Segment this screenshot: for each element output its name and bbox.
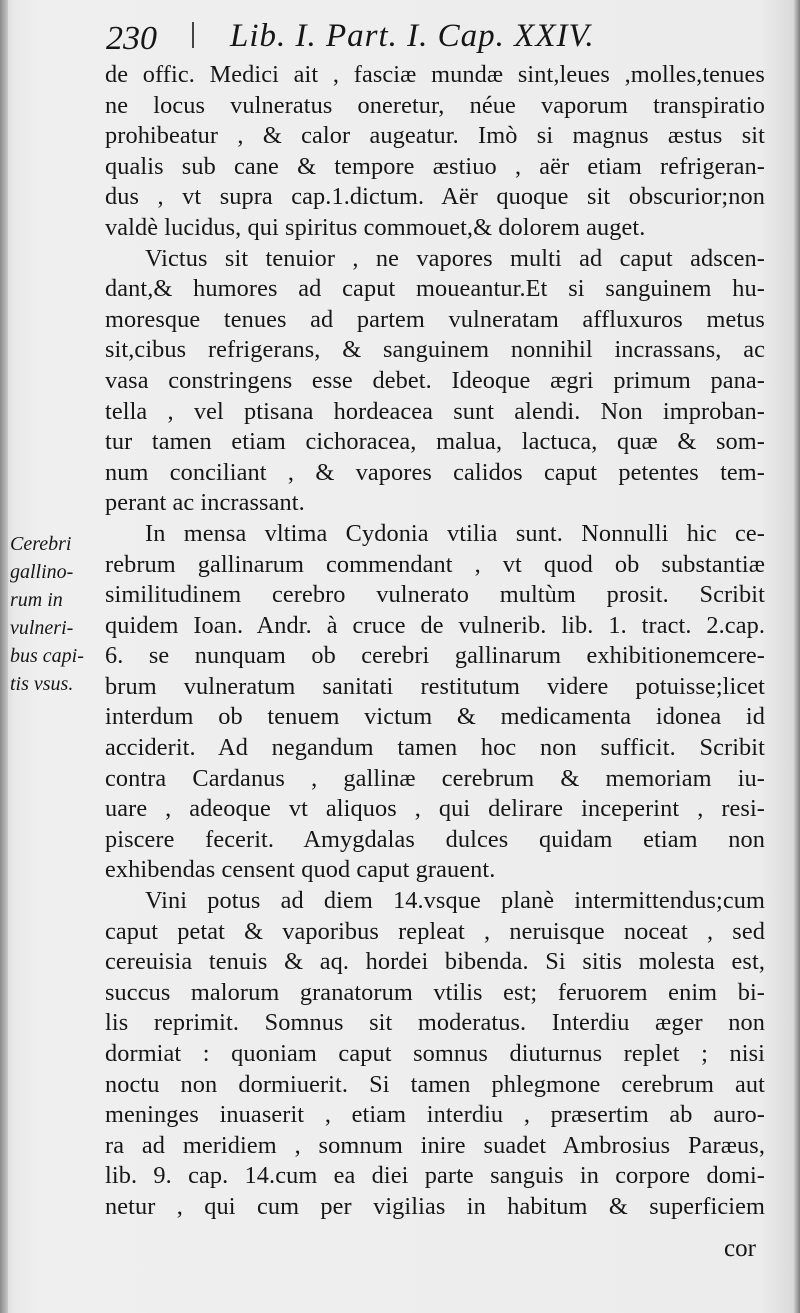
text-line: uare , adeoque vt aliquos , qui delirare inceperint , resi- [105,795,765,823]
text-line: qualis sub cane & tempore æstiuo , aër etiam refrigeran- [105,152,765,180]
text-line: acciderit. Ad negandum tamen hoc non sufficit. Scribit [105,734,765,762]
text-line: 6. se nunquam ob cerebri gallinarum exhibitionemcere- [105,642,765,670]
catchword: cor [724,1235,756,1262]
text-line: ra ad meridiem , somnum inire suadet Ambrosius Paræus, [105,1131,765,1159]
page-number: 230 [106,20,157,57]
page-header [100,16,770,60]
text-line: tella , vel ptisana hordeacea sunt alendi. Non improban- [105,397,765,425]
text-line: dormiat : quoniam caput somnus diuturnus replet ; nisi [105,1040,765,1067]
margin-note-line: gallino- [10,561,74,583]
margin-note-line: tis vsus. [10,673,74,695]
page-gutter-shadow [0,0,8,1313]
text-line: similitudinem cerebro vulnerato multùm prosit. Scribit [105,581,765,609]
text-line: dus , vt supra cap.1.dictum. Aër quoque sit obscurior;non [105,183,765,211]
margin-note-line: bus capi- [10,645,84,667]
body-text [105,60,765,1223]
text-line: moresque tenues ad partem vulneratam affluxuros metus [105,305,765,333]
text-line: Vini potus ad diem 14.vsque planè intermittendus;cum [145,887,765,915]
margin-note-line: Cerebri [10,533,72,555]
text-line: tur tamen etiam cichoracea, malua, lactuca, quæ & som- [105,428,765,456]
running-head: Lib. I. Part. I. Cap. XXIV. [230,18,595,54]
text-line: num conciliant , & vapores calidos caput petentes tem- [105,458,765,486]
page-edge-shadow [794,0,800,1313]
text-line: In mensa vltima Cydonia vtilia sunt. Nonnulli hic ce- [145,519,765,547]
text-line: valdè lucidus, qui spiritus commouet,& dolorem auget. [105,213,646,241]
text-line: ne locus vulneratus oneretur, néue vaporum transpiratio [105,91,765,119]
text-line: noctu non dormiuerit. Si tamen phlegmone cerebrum aut [105,1070,765,1098]
text-line: exhibendas censent quod caput grauent. [105,856,496,884]
text-line: quidem Ioan. Andr. à cruce de vulnerib. lib. 1. tract. 2.cap. [105,611,765,639]
text-line: perant ac incrassant. [105,489,305,517]
text-line: interdum ob tenuem victum & medicamenta idonea id [105,703,765,731]
text-line: meninges inuaserit , etiam interdiu , præsertim ab auro- [105,1101,765,1129]
text-line: sit,cibus refrigerans, & sanguinem nonnihil incrassans, ac [105,336,765,364]
text-line: dant,& humores ad caput moueantur.Et si sanguinem hu- [105,275,765,303]
text-line: piscere fecerit. Amygdalas dulces quidam etiam non [105,825,765,853]
text-line: lib. 9. cap. 14.cum ea diei parte sanguis in corpore domi- [105,1162,765,1190]
margin-note-line: vulneri- [10,617,74,639]
text-line: Victus sit tenuior , ne vapores multi ad caput adscen- [145,244,765,272]
text-line: netur , qui cum per vigilias in habitum & superficiem [105,1192,765,1220]
margin-note [10,530,102,698]
text-line: prohibeatur , & calor augeatur. Imò si magnus æstus sit [105,122,765,150]
text-line: vasa constringens esse debet. Ideoque ægri primum pana- [105,366,765,394]
text-line: caput petat & vaporibus repleat , neruisque noceat , sed [105,917,765,945]
text-line: lis reprimit. Somnus sit moderatus. Interdiu æger non [105,1009,765,1037]
text-line: de offic. Medici ait , fasciæ mundæ sint,leues ,molles,tenues [105,61,765,88]
text-line: succus malorum granatorum vtilis est; feruorem enim bi- [105,978,765,1006]
header-divider [192,22,194,48]
text-line: contra Cardanus , gallinæ cerebrum & memoriam iu- [105,764,765,792]
text-line: rebrum gallinarum commendant , vt quod ob substantiæ [105,550,765,578]
text-line: brum vulneratum sanitati restitutum videre potuisse;licet [105,672,765,700]
text-line: cereuisia tenuis & aq. hordei bibenda. Si sitis molesta est, [105,948,765,976]
margin-note-line: rum in [10,589,63,611]
